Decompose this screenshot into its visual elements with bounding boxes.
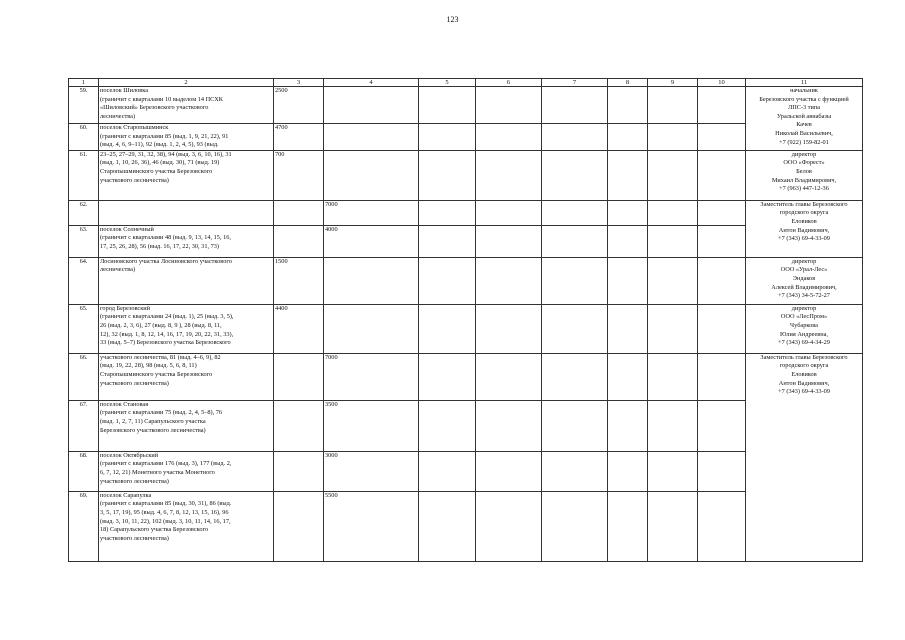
value-col4: 7000 <box>324 353 419 400</box>
column-header: 6 <box>476 79 542 87</box>
value-col3: 2500 <box>274 87 324 124</box>
page-number: 123 <box>446 15 459 24</box>
settlement-description: поселок Октябрьский (граничит с кварталами 176 (выд. 3), 177 (выд. 2, 6, 7, 12, 21) Монетного участка Монетного участкового лесничества) <box>99 451 274 491</box>
column-header: 7 <box>542 79 608 87</box>
contact-block-3: Заместитель главы Березовского городского округа Еловиков Антон Вадимович, +7 (343) 69-4-33-09 <box>746 200 863 257</box>
contact-block-1: начальник Березовского участка с функцией ЛПС-3 типа Уральской авиабазы Качев Николай Васильевич, +7 (922) 159-82-01 <box>746 87 863 151</box>
column-header: 1 <box>69 79 99 87</box>
contact-block-6: Заместитель главы Березовского городского округа Еловиков Антон Вадимович, +7 (343) 69-4-33-09 <box>746 353 863 561</box>
value-col3: 4700 <box>274 124 324 151</box>
table-row <box>69 491 863 561</box>
column-header: 3 <box>274 79 324 87</box>
column-header: 9 <box>648 79 698 87</box>
table-row <box>69 451 863 491</box>
column-header: 11 <box>746 79 863 87</box>
row-number: 64. <box>69 257 99 304</box>
row-number: 62. <box>69 200 99 225</box>
row-number: 68. <box>69 451 99 491</box>
contact-block-5: директор ООО «ЛесПром» Чубаркова Юлия Андреевна, +7 (343) 69-4-34-29 <box>746 304 863 353</box>
value-col3: 700 <box>274 150 324 200</box>
value-col3: 4400 <box>274 304 324 353</box>
row-number: 67. <box>69 400 99 451</box>
table-row <box>69 150 863 200</box>
table-row <box>69 225 863 257</box>
row-number: 69. <box>69 491 99 561</box>
contact-block-4: директор ООО «Урал-Лес» Эндаков Алексей Владимирович, +7 (343) 34-5-72-27 <box>746 257 863 304</box>
settlement-description: поселок Старопышминск (граничит с кварталами 85 (выд. 1, 9, 21, 22), 91 (выд. 4, 6, 9–11), 92 (выд. 1, 2, 4, 5), 93 (выд. <box>99 124 274 151</box>
header-row <box>69 79 863 87</box>
table-row <box>69 87 863 124</box>
column-header: 2 <box>99 79 274 87</box>
row-number: 63. <box>69 225 99 257</box>
contact-block-2: директор ООО «Форест» Белов Михаил Владимирович, +7 (963) 447-12-36 <box>746 150 863 200</box>
settlement-description: участкового лесничества, 81 (выд. 4–6, 9), 82 (выд. 19, 22, 28), 98 (выд. 5, 6, 8, 11) Старопышминского участка Березовского участкового лесничества) <box>99 353 274 400</box>
value-col4: 7000 <box>324 200 419 225</box>
settlement-description: Лосиновского участка Лосиновского участкового лесничества) <box>99 257 274 304</box>
column-header: 5 <box>419 79 476 87</box>
table-row <box>69 400 863 451</box>
value-col3: 1500 <box>274 257 324 304</box>
table-row <box>69 200 863 225</box>
row-number: 59. <box>69 87 99 124</box>
column-header: 10 <box>698 79 746 87</box>
settlement-description: город Березовский (граничит с кварталами 24 (выд. 1), 25 (выд. 3, 5), 26 (выд. 2, 3, 6), 27 (выд. 8, 9 ), 28 (выд. 8, 11, 12), 32 (выд. 1, 8, 12, 14, 16, 17, 19, 20, 22, 31, 33), 33 (выд. 5–7) Березовского участка Березовского <box>99 304 274 353</box>
column-header: 8 <box>608 79 648 87</box>
settlement-description: поселок Сарапулка (граничит с кварталами 85 (выд. 30, 31), 86 (выд. 3, 5, 17, 19), 95 (выд. 4, 6, 7, 8, 12, 13, 15, 16), 96 (выд. 3, 10, 11, 22), 102 (выд. 3, 10, 11, 14, 16, 17, 18) Сарапульского участка Березовского участкового лесничества) <box>99 491 274 561</box>
value-col4: 4000 <box>324 225 419 257</box>
value-col4: 3500 <box>324 400 419 451</box>
column-header: 4 <box>324 79 419 87</box>
settlement-description: поселок Солнечный (граничит с кварталами 48 (выд. 9, 13, 14, 15, 16, 17, 25, 26, 28), 56 (выд. 16, 17, 22, 30, 31, 73) <box>99 225 274 257</box>
settlement-description: поселок Становая (граничит с кварталами 75 (выд. 2, 4, 5–8), 76 (выд. 1, 2, 7, 11) Сарапульского участка Березовского участкового лесничества) <box>99 400 274 451</box>
table-row <box>69 353 863 400</box>
data-table <box>68 78 863 562</box>
row-number: 66. <box>69 353 99 400</box>
value-col4: 3000 <box>324 451 419 491</box>
settlement-description: поселок Шиловка (граничит с кварталами 10 выделом 14 ПСХК «Шиловский» Березовского участкового лесничества) <box>99 87 274 124</box>
row-number: 61. <box>69 150 99 200</box>
table-row <box>69 257 863 304</box>
table-row <box>69 124 863 151</box>
row-number: 65. <box>69 304 99 353</box>
table-row <box>69 304 863 353</box>
value-col4: 5500 <box>324 491 419 561</box>
row-number: 60. <box>69 124 99 151</box>
settlement-description: 23–25, 27–29, 31, 32, 38), 94 (выд. 3, 6, 10, 16), 31 (выд. 1, 10, 26, 36), 46 (выд. 30), 71 (выд. 19) Старопышминского участка Березовского участкового лесничества) <box>99 150 274 200</box>
